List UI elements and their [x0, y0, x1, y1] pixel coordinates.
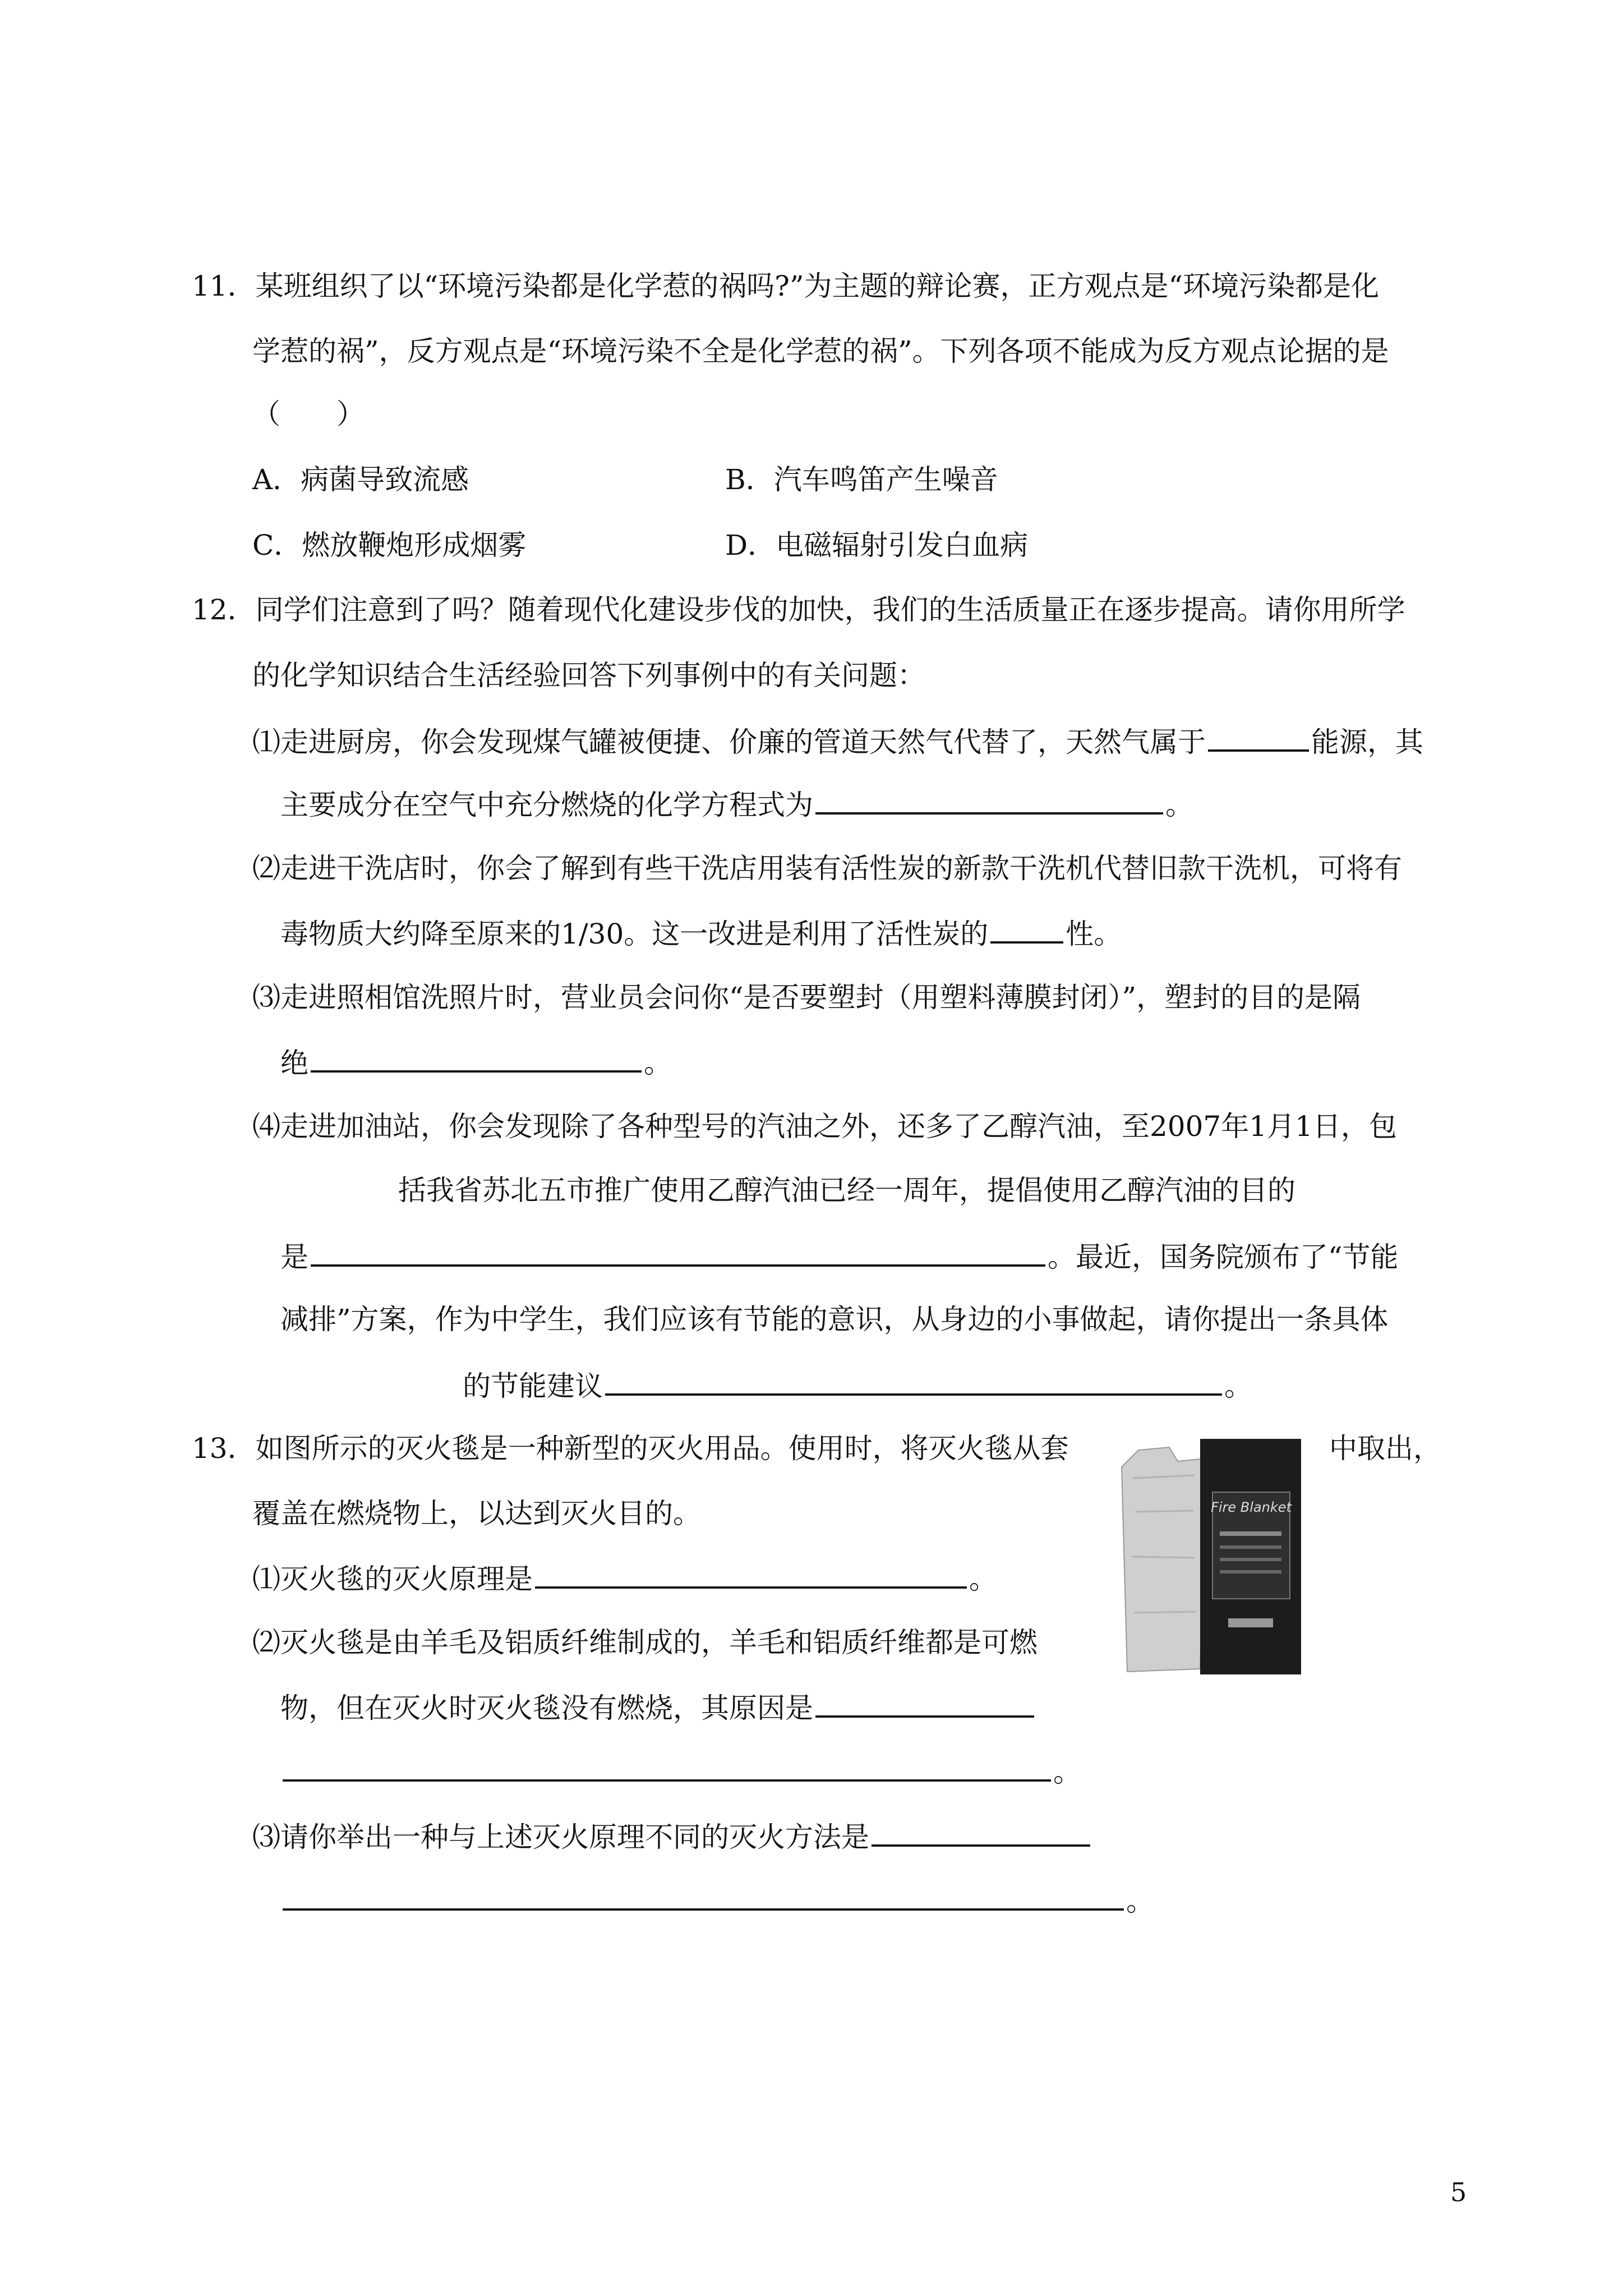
- q12-part1-line2: [280, 786, 1193, 822]
- q12-part4-text-d: 。最近，国务院颁布了“节能: [1048, 1241, 1399, 1273]
- q11-option-d: D．电磁辐射引发白血病: [725, 529, 1029, 562]
- q12-part4-line3: [280, 1239, 1399, 1274]
- q12-part3-text-b: 绝: [280, 1047, 308, 1079]
- q13-part3-line1: [252, 1819, 1092, 1854]
- page-number: 5: [1450, 2177, 1467, 2207]
- q13-part3-line2: [280, 1883, 1154, 1918]
- q12-part4-text-c: 是: [280, 1241, 308, 1273]
- q12-part3-line1: ⑶走进照相馆洗照片时，营业员会问你“是否要塑封（用塑料薄膜封闭）”，塑封的目的是隔: [252, 981, 1361, 1014]
- q12-part2-line2: [280, 915, 1122, 951]
- q12-part3-text-c: 。: [644, 1047, 672, 1079]
- q13-line2: 覆盖在燃烧物上，以达到灭火目的。: [252, 1497, 701, 1530]
- q13-part1-line: [252, 1561, 997, 1596]
- q12-part4-blank-purpose[interactable]: [311, 1239, 1045, 1267]
- q12-line2: 的化学知识结合生活经验回答下列事例中的有关问题：: [252, 659, 925, 692]
- q11-option-c: C．燃放鞭炮形成烟雾: [252, 529, 527, 562]
- q12-part4-text-g: 。: [1224, 1370, 1252, 1402]
- q12-part1-text-b: 能源，其: [1311, 726, 1423, 758]
- q12-part4-line5: [463, 1368, 1252, 1403]
- q13-part1-text-a: ⑴灭火毯的灭火原理是: [252, 1563, 533, 1595]
- q11-option-b: B．汽车鸣笛产生噪音: [725, 463, 998, 496]
- q13-part1-text-b: 。: [969, 1563, 997, 1595]
- q13-line1-left: 13．如图所示的灭火毯是一种新型的灭火用品。使用时，将灭火毯从套: [192, 1432, 1069, 1465]
- q12-part3-blank-isolate[interactable]: [311, 1045, 642, 1073]
- q12-part1-text-a: ⑴走进厨房，你会发现煤气罐被便捷、价廉的管道天然气代替了，天然气属于: [252, 726, 1206, 758]
- q12-part4-line2: 括我省苏北五市推广使用乙醇汽油已经一周年，提倡使用乙醇汽油的目的: [398, 1174, 1295, 1207]
- blanket-pouch-shape: [1122, 1447, 1206, 1672]
- q13-part3-text-a: ⑶请你举出一种与上述灭火原理不同的灭火方法是: [252, 1821, 869, 1853]
- q12-part4-line4: 减排”方案，作为中学生，我们应该有节能的意识，从身边的小事做起，请你提出一条具体: [280, 1303, 1389, 1336]
- q11-line1: 11．某班组织了以“环境污染都是化学惹的祸吗?”为主题的辩论赛，正方观点是“环境污染都是化: [192, 270, 1380, 302]
- q13-part2-line1: ⑵灭火毯是由羊毛及铝质纤维制成的，羊毛和铝质纤维都是可燃: [252, 1626, 1038, 1659]
- q13-line1-right: 中取出，: [1329, 1432, 1441, 1465]
- q12-part1-line1: [252, 724, 1423, 759]
- q12-part2-text-c: 性。: [1066, 918, 1122, 950]
- q12-part2-blank-property[interactable]: [990, 915, 1063, 944]
- q13-part3-text-b: 。: [1126, 1885, 1154, 1917]
- q11-line2: 学惹的祸”，反方观点是“环境污染不全是化学惹的祸”。下列各项不能成为反方观点论据的是: [252, 335, 1389, 367]
- q13-part3-blank-method-cont[interactable]: [283, 1883, 1124, 1911]
- q13-part2-blank-reason-cont[interactable]: [283, 1754, 1051, 1782]
- q12-part4-text-f: 的节能建议: [463, 1370, 603, 1402]
- q13-part2-line3: [280, 1754, 1081, 1789]
- q13-part2-line2: [280, 1690, 1036, 1725]
- fire-blanket-image: [1116, 1433, 1307, 1680]
- q12-part1-text-c: 主要成分在空气中充分燃烧的化学方程式为: [280, 789, 813, 821]
- q13-part2-blank-reason-start[interactable]: [815, 1690, 1034, 1718]
- q12-part1-text-d: 。: [1165, 789, 1193, 821]
- q12-line1: 12．同学们注意到了吗？随着现代化建设步伐的加快，我们的生活质量正在逐步提高。请你用所学: [192, 593, 1405, 626]
- q12-part1-blank-equation[interactable]: [815, 786, 1163, 815]
- q12-part2-line1: ⑵走进干洗店时，你会了解到有些干洗店用装有活性炭的新款干洗机代替旧款干洗机，可将有: [252, 852, 1402, 885]
- q12-part4-blank-suggestion[interactable]: [605, 1368, 1222, 1396]
- q13-part3-blank-method-start[interactable]: [872, 1819, 1090, 1847]
- q12-part2-text-b: 毒物质大约降至原来的1/30。这一改进是利用了活性炭的: [280, 918, 989, 950]
- box-label-text: Fire Blanket: [1211, 1499, 1292, 1515]
- q11-option-a: A．病菌导致流感: [252, 463, 469, 496]
- q11-answer-paren: （ ）: [252, 398, 365, 430]
- q13-part2-text-b: 物，但在灭火时灭火毯没有燃烧，其原因是: [280, 1692, 813, 1724]
- q12-part1-blank-energy[interactable]: [1208, 724, 1309, 752]
- q13-part2-text-c: 。: [1053, 1756, 1081, 1788]
- q12-part4-line1: ⑷走进加油站，你会发现除了各种型号的汽油之外，还多了乙醇汽油，至2007年1月1日，包: [252, 1110, 1397, 1143]
- q12-part3-line2: [280, 1045, 672, 1080]
- q13-part1-blank-principle[interactable]: [535, 1561, 967, 1589]
